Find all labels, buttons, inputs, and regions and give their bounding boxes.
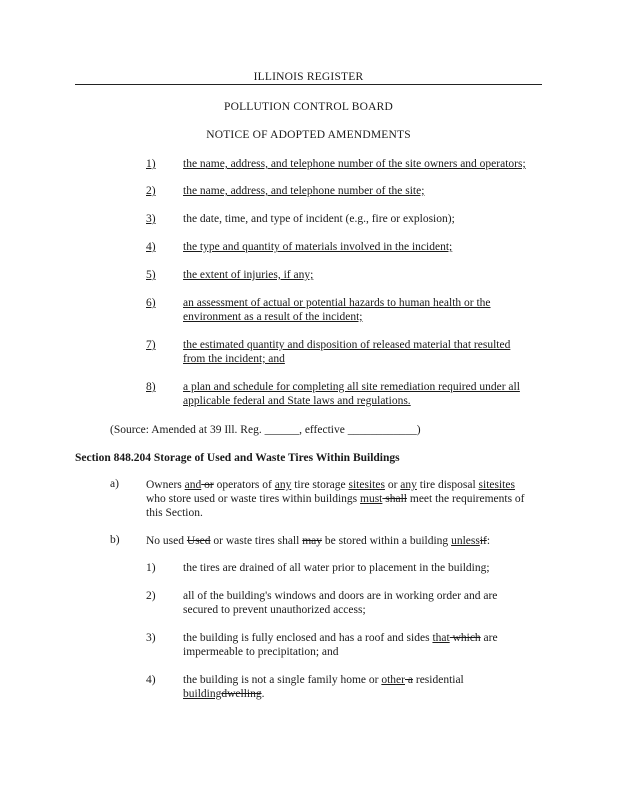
inserted-text: unless bbox=[451, 535, 480, 547]
list-item-text: secured to prevent unauthorized access; bbox=[183, 604, 366, 616]
paragraph-line: this Section. bbox=[146, 507, 203, 519]
list-item-text: a plan and schedule for completing all site remediation required under all bbox=[183, 381, 520, 393]
list-item-number: 1) bbox=[146, 562, 156, 574]
list-item-text: the extent of injuries, if any; bbox=[183, 269, 314, 281]
list-item-text: the name, address, and telephone number of the site owners and operators; bbox=[183, 158, 526, 170]
inserted-text: other bbox=[381, 674, 405, 686]
list-item-text: an assessment of actual or potential hazards to human health or the bbox=[183, 297, 491, 309]
inserted-text: sitesites bbox=[478, 479, 515, 491]
list-item-number: 3) bbox=[146, 632, 156, 644]
list-item-text bbox=[183, 631, 498, 645]
paragraph-label: b) bbox=[110, 534, 120, 546]
paragraph-line bbox=[146, 492, 525, 506]
list-item-text: from the incident; and bbox=[183, 353, 285, 365]
paragraph-label: a) bbox=[110, 478, 119, 490]
deleted-text: may bbox=[302, 535, 323, 547]
list-item-text: the name, address, and telephone number of the site; bbox=[183, 185, 425, 197]
list-item-number: 4) bbox=[146, 241, 156, 253]
text-run: : bbox=[486, 535, 491, 547]
list-item-number: 3) bbox=[146, 213, 156, 225]
text-run: No used bbox=[146, 535, 187, 547]
list-item-number: 4) bbox=[146, 674, 156, 686]
text-run: . bbox=[261, 688, 265, 700]
list-item-text: all of the building's windows and doors are in working order and are bbox=[183, 590, 498, 602]
list-item-text: impermeable to precipitation; and bbox=[183, 646, 339, 658]
inserted-text: must bbox=[360, 493, 383, 505]
board-name: POLLUTION CONTROL BOARD bbox=[223, 101, 393, 113]
source-note: (Source: Amended at 39 Ill. Reg. ______, effective ____________) bbox=[110, 424, 421, 436]
deleted-text: which bbox=[449, 632, 481, 644]
list-item-number: 2) bbox=[146, 185, 156, 197]
list-item-text: applicable federal and State laws and regulations. bbox=[183, 395, 411, 407]
inserted-text: building bbox=[183, 688, 222, 700]
deleted-text: or bbox=[201, 479, 214, 491]
list-item-text bbox=[183, 673, 464, 687]
text-run: tire disposal bbox=[416, 479, 479, 491]
deleted-text: dwelling bbox=[221, 688, 262, 700]
list-item-text: the tires are drained of all water prior to placement in the building; bbox=[183, 562, 490, 574]
inserted-text: and bbox=[184, 479, 202, 491]
deleted-text: a bbox=[405, 674, 413, 686]
list-item-number: 6) bbox=[146, 297, 156, 309]
list-item-number: 8) bbox=[146, 381, 156, 393]
text-run: the building is not a single family home or bbox=[183, 674, 382, 686]
register-header: ILLINOIS REGISTER bbox=[75, 71, 542, 85]
list-item-text: environment as a result of the incident; bbox=[183, 311, 363, 323]
text-run: meet the requirements of bbox=[407, 493, 525, 505]
text-run: operators of bbox=[213, 479, 275, 491]
text-run: Owners bbox=[146, 479, 185, 491]
paragraph-line bbox=[146, 534, 490, 548]
list-item-text: the estimated quantity and disposition of released material that resulted bbox=[183, 339, 511, 351]
deleted-text: shall bbox=[382, 493, 407, 505]
list-item-number: 1) bbox=[146, 158, 156, 170]
notice-title: NOTICE OF ADOPTED AMENDMENTS bbox=[206, 129, 411, 141]
paragraph-line bbox=[146, 478, 515, 492]
inserted-text: that bbox=[432, 632, 450, 644]
text-run: tire storage bbox=[291, 479, 349, 491]
list-item-text bbox=[183, 687, 264, 701]
deleted-text: if bbox=[479, 535, 487, 547]
inserted-text: any bbox=[274, 479, 292, 491]
section-title: Section 848.204 Storage of Used and Waste Tires Within Buildings bbox=[75, 452, 400, 464]
text-run: who store used or waste tires within buildings bbox=[146, 493, 361, 505]
list-item-number: 2) bbox=[146, 590, 156, 602]
text-run: residential bbox=[412, 674, 464, 686]
list-item-number: 7) bbox=[146, 339, 156, 351]
text-run: be stored within a building bbox=[322, 535, 452, 547]
list-item-text: the type and quantity of materials involved in the incident; bbox=[183, 241, 453, 253]
inserted-text: any bbox=[400, 479, 417, 491]
text-run: or waste tires shall bbox=[210, 535, 303, 547]
text-run: or bbox=[384, 479, 401, 491]
list-item-number: 5) bbox=[146, 269, 156, 281]
inserted-text: sitesites bbox=[348, 479, 385, 491]
text-run: are bbox=[480, 632, 498, 644]
deleted-text: Used bbox=[186, 535, 211, 547]
list-item-text: the date, time, and type of incident (e.g., fire or explosion); bbox=[183, 213, 455, 225]
text-run: the building is fully enclosed and has a roof and sides bbox=[183, 632, 433, 644]
